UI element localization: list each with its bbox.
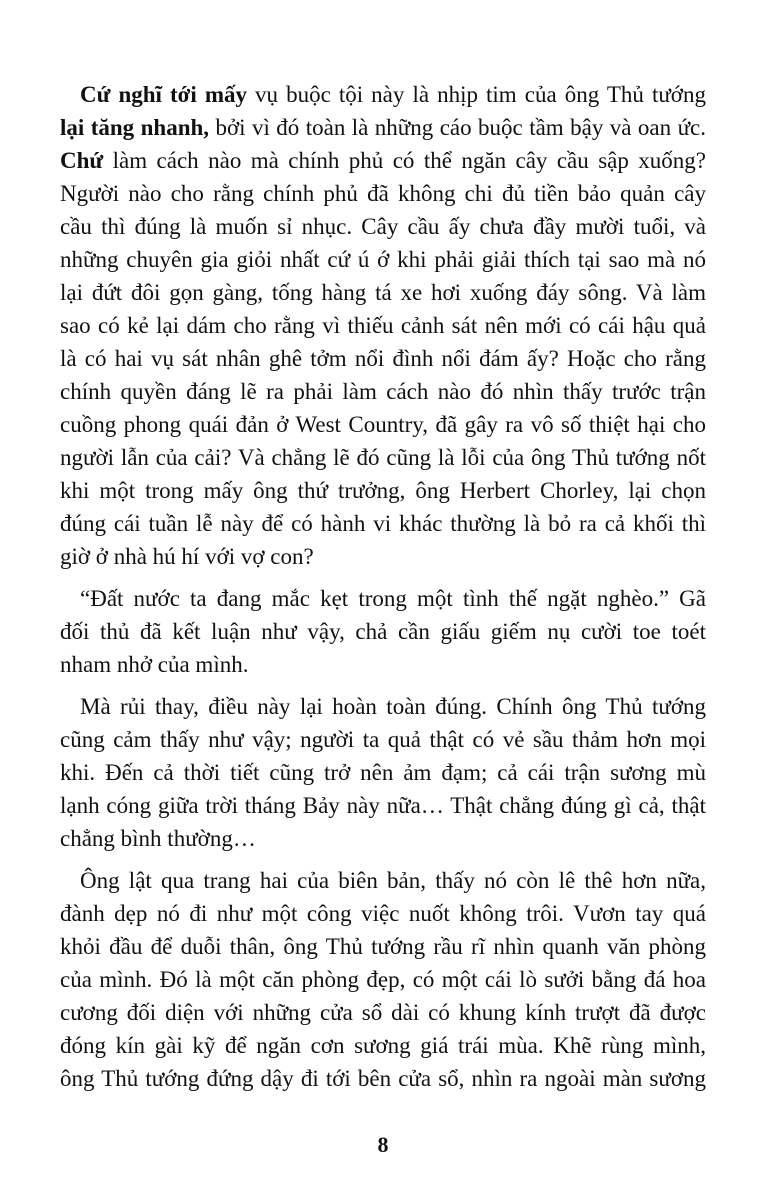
line-text: làm cách nào mà chính phủ có thể ngăn cây cầu sập xuống? — [103, 148, 706, 173]
text-line — [60, 111, 706, 144]
line-text: Ông lật qua trang hai của biên bản, thấy nó còn lê thê hơn nữa, — [80, 868, 706, 893]
line-text: Người nào cho rằng chính phủ đã không chi đủ tiền bảo quản cây — [60, 181, 706, 206]
line-text: vụ buộc tội này là nhịp tim của ông Thủ tướng — [246, 82, 706, 107]
line-text: Mà rủi thay, điều này lại hoàn toàn đúng. Chính ông Thủ tướng — [80, 694, 706, 719]
line-text: đành dẹp nó đi như một công việc nuốt không trôi. Vươn tay quá — [60, 901, 706, 926]
line-text: cũng cảm thấy như vậy; người ta quả thật có vẻ sầu thảm hơn mọi — [60, 727, 706, 752]
text-line — [60, 441, 706, 474]
line-text: cầu thì đúng là muốn sỉ nhục. Cây cầu ấy chưa đầy mười tuổi, và — [60, 214, 706, 239]
paragraph — [60, 582, 706, 681]
text-line — [60, 144, 706, 177]
line-text: sao có kẻ lại dám cho rằng vì thiếu cảnh sát nên mới có cái hậu quả — [60, 313, 706, 338]
text-line — [60, 963, 706, 996]
line-text: cuồng phong quái đản ở West Country, đã gây ra vô số thiệt hại cho — [60, 412, 706, 437]
text-line — [60, 507, 706, 540]
line-text: đúng cái tuần lễ này để có hành vi khác thường là bỏ ra cả khối thì — [60, 511, 706, 536]
line-text: “Đất nước ta đang mắc kẹt trong một tình thế ngặt nghèo.” Gã — [80, 586, 706, 611]
line-text: lại đứt đôi gọn gàng, tống hàng tá xe hơi xuống đáy sông. Và làm — [60, 280, 706, 305]
bold-lead-in: lại tăng nhanh, — [60, 115, 210, 140]
line-text: bởi vì đó toàn là những cáo buộc tầm bậy và oan ức. — [209, 115, 706, 140]
bold-lead-in: Chứ — [60, 148, 104, 173]
line-text: đóng kín gài kỹ để ngăn cơn sương giá trái mùa. Khẽ rùng mình, — [60, 1033, 706, 1058]
line-text: lạnh cóng giữa trời tháng Bảy này nữa… Thật chẳng đúng gì cả, thật — [60, 793, 706, 818]
line-text: ông Thủ tướng đứng dậy đi tới bên cửa sổ, nhìn ra ngoài màn sương — [60, 1066, 706, 1091]
line-text: nham nhở của mình. — [60, 652, 249, 677]
page-body — [60, 78, 706, 1104]
line-text: chẳng bình thường… — [60, 826, 256, 851]
line-text: là có hai vụ sát nhân ghê tởm nổi đình nổi đám ấy? Hoặc cho rằng — [60, 346, 706, 371]
line-text: của mình. Đó là một căn phòng đẹp, có một cái lò sưởi bằng đá hoa — [60, 967, 706, 992]
text-line — [60, 897, 706, 930]
text-line — [60, 78, 706, 111]
text-line — [60, 690, 706, 723]
text-line — [60, 243, 706, 276]
text-line — [60, 1062, 706, 1095]
paragraph — [60, 690, 706, 855]
text-line — [60, 177, 706, 210]
text-line — [60, 210, 706, 243]
line-text: đối thủ đã kết luận như vậy, chả cần giấu giếm nụ cười toe toét — [60, 619, 706, 644]
paragraph — [60, 864, 706, 1095]
text-line — [60, 342, 706, 375]
text-line — [60, 648, 706, 681]
text-line — [60, 375, 706, 408]
text-line — [60, 408, 706, 441]
text-line — [60, 723, 706, 756]
page-number: 8 — [377, 1132, 389, 1157]
line-text: giờ ở nhà hú hí với vợ con? — [60, 544, 314, 569]
text-line — [60, 474, 706, 507]
text-line — [60, 756, 706, 789]
text-line — [60, 996, 706, 1029]
text-line — [60, 1029, 706, 1062]
paragraph — [60, 78, 706, 573]
text-line — [60, 309, 706, 342]
text-line — [60, 789, 706, 822]
line-text: cương đối diện với những cửa sổ dài có khung kính trượt đã được — [60, 1000, 706, 1025]
line-text: khi một trong mấy ông thứ trưởng, ông Herbert Chorley, lại chọn — [60, 478, 706, 503]
text-line — [60, 930, 706, 963]
bold-lead-in: Cứ nghĩ tới mấy — [80, 82, 247, 107]
line-text: những chuyên gia giỏi nhất cứ ú ớ khi phải giải thích tại sao mà nó — [60, 247, 706, 272]
text-line — [60, 540, 706, 573]
text-line — [60, 822, 706, 855]
text-line — [60, 276, 706, 309]
text-line — [60, 582, 706, 615]
line-text: khỏi đầu để duỗi thân, ông Thủ tướng rầu rĩ nhìn quanh văn phòng — [60, 934, 706, 959]
line-text: khi. Đến cả thời tiết cũng trở nên ảm đạm; cả cái trận sương mù — [60, 760, 706, 785]
line-text: người lẫn của cải? Và chẳng lẽ đó cũng là lỗi của ông Thủ tướng nốt — [60, 445, 706, 470]
text-line — [60, 615, 706, 648]
text-line — [60, 864, 706, 897]
line-text: chính quyền đáng lẽ ra phải làm cách nào đó nhìn thấy trước trận — [60, 379, 706, 404]
